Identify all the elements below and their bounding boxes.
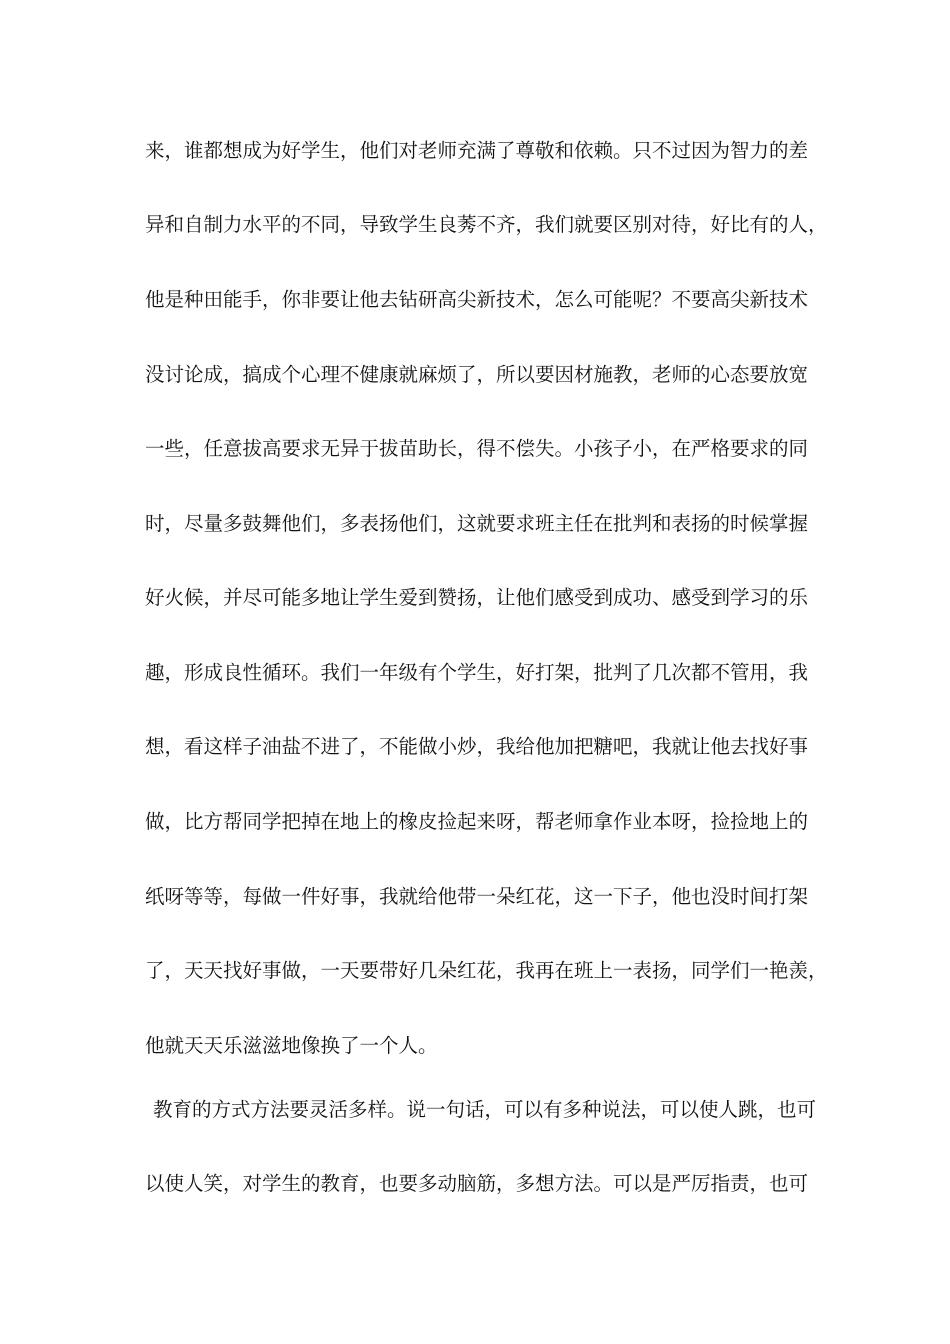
- text-line-10: 做，比方帮同学把掉在地上的橡皮捡起来呀，帮老师拿作业本呀，捡捡地上的: [145, 810, 809, 833]
- text-line-6: 时，尽量多鼓舞他们，多表扬他们，这就要求班主任在批判和表扬的时候掌握: [145, 512, 809, 535]
- text-line-3: 他是种田能手，你非要让他去钻研高尖新技术，怎么可能呢？不要高尖新技术: [145, 288, 809, 311]
- text-line-5: 一些，任意拔高要求无异于拔苗助长，得不偿失。小孩子小，在严格要求的同: [145, 437, 809, 460]
- text-line-1: 来，谁都想成为好学生，他们对老师充满了尊敬和依赖。只不过因为智力的差: [145, 139, 809, 162]
- text-line-9: 想，看这样子油盐不进了，不能做小炒，我给他加把糖吧，我就让他去找好事: [145, 735, 809, 758]
- text-line-4: 没讨论成，搞成个心理不健康就麻烦了，所以要因材施教，老师的心态要放宽: [145, 363, 809, 386]
- text-line-15: 以使人笑，对学生的教育，也要多动脑筋，多想方法。可以是严厉指责，也可: [145, 1172, 809, 1195]
- text-line-12: 了，天天找好事做，一天要带好几朵红花，我再在班上一表扬，同学们一艳羡，: [145, 959, 828, 982]
- text-line-11: 纸呀等等，每做一件好事，我就给他带一朵红花，这一下子，他也没时间打架: [145, 885, 809, 908]
- text-line-8: 趣，形成良性循环。我们一年级有个学生，好打架，批判了几次都不管用，我: [145, 661, 809, 684]
- text-line-14: 教育的方式方法要灵活多样。说一句话，可以有多种说法，可以使人跳，也可: [153, 1098, 817, 1121]
- text-line-7: 好火候，并尽可能多地让学生爱到赞扬，让他们感受到成功、感受到学习的乐: [145, 586, 809, 609]
- text-line-2: 异和自制力水平的不同，导致学生良莠不齐，我们就要区别对待，好比有的人，: [145, 213, 828, 236]
- text-line-13: 他就天天乐滋滋地像换了一个人。: [145, 1034, 438, 1057]
